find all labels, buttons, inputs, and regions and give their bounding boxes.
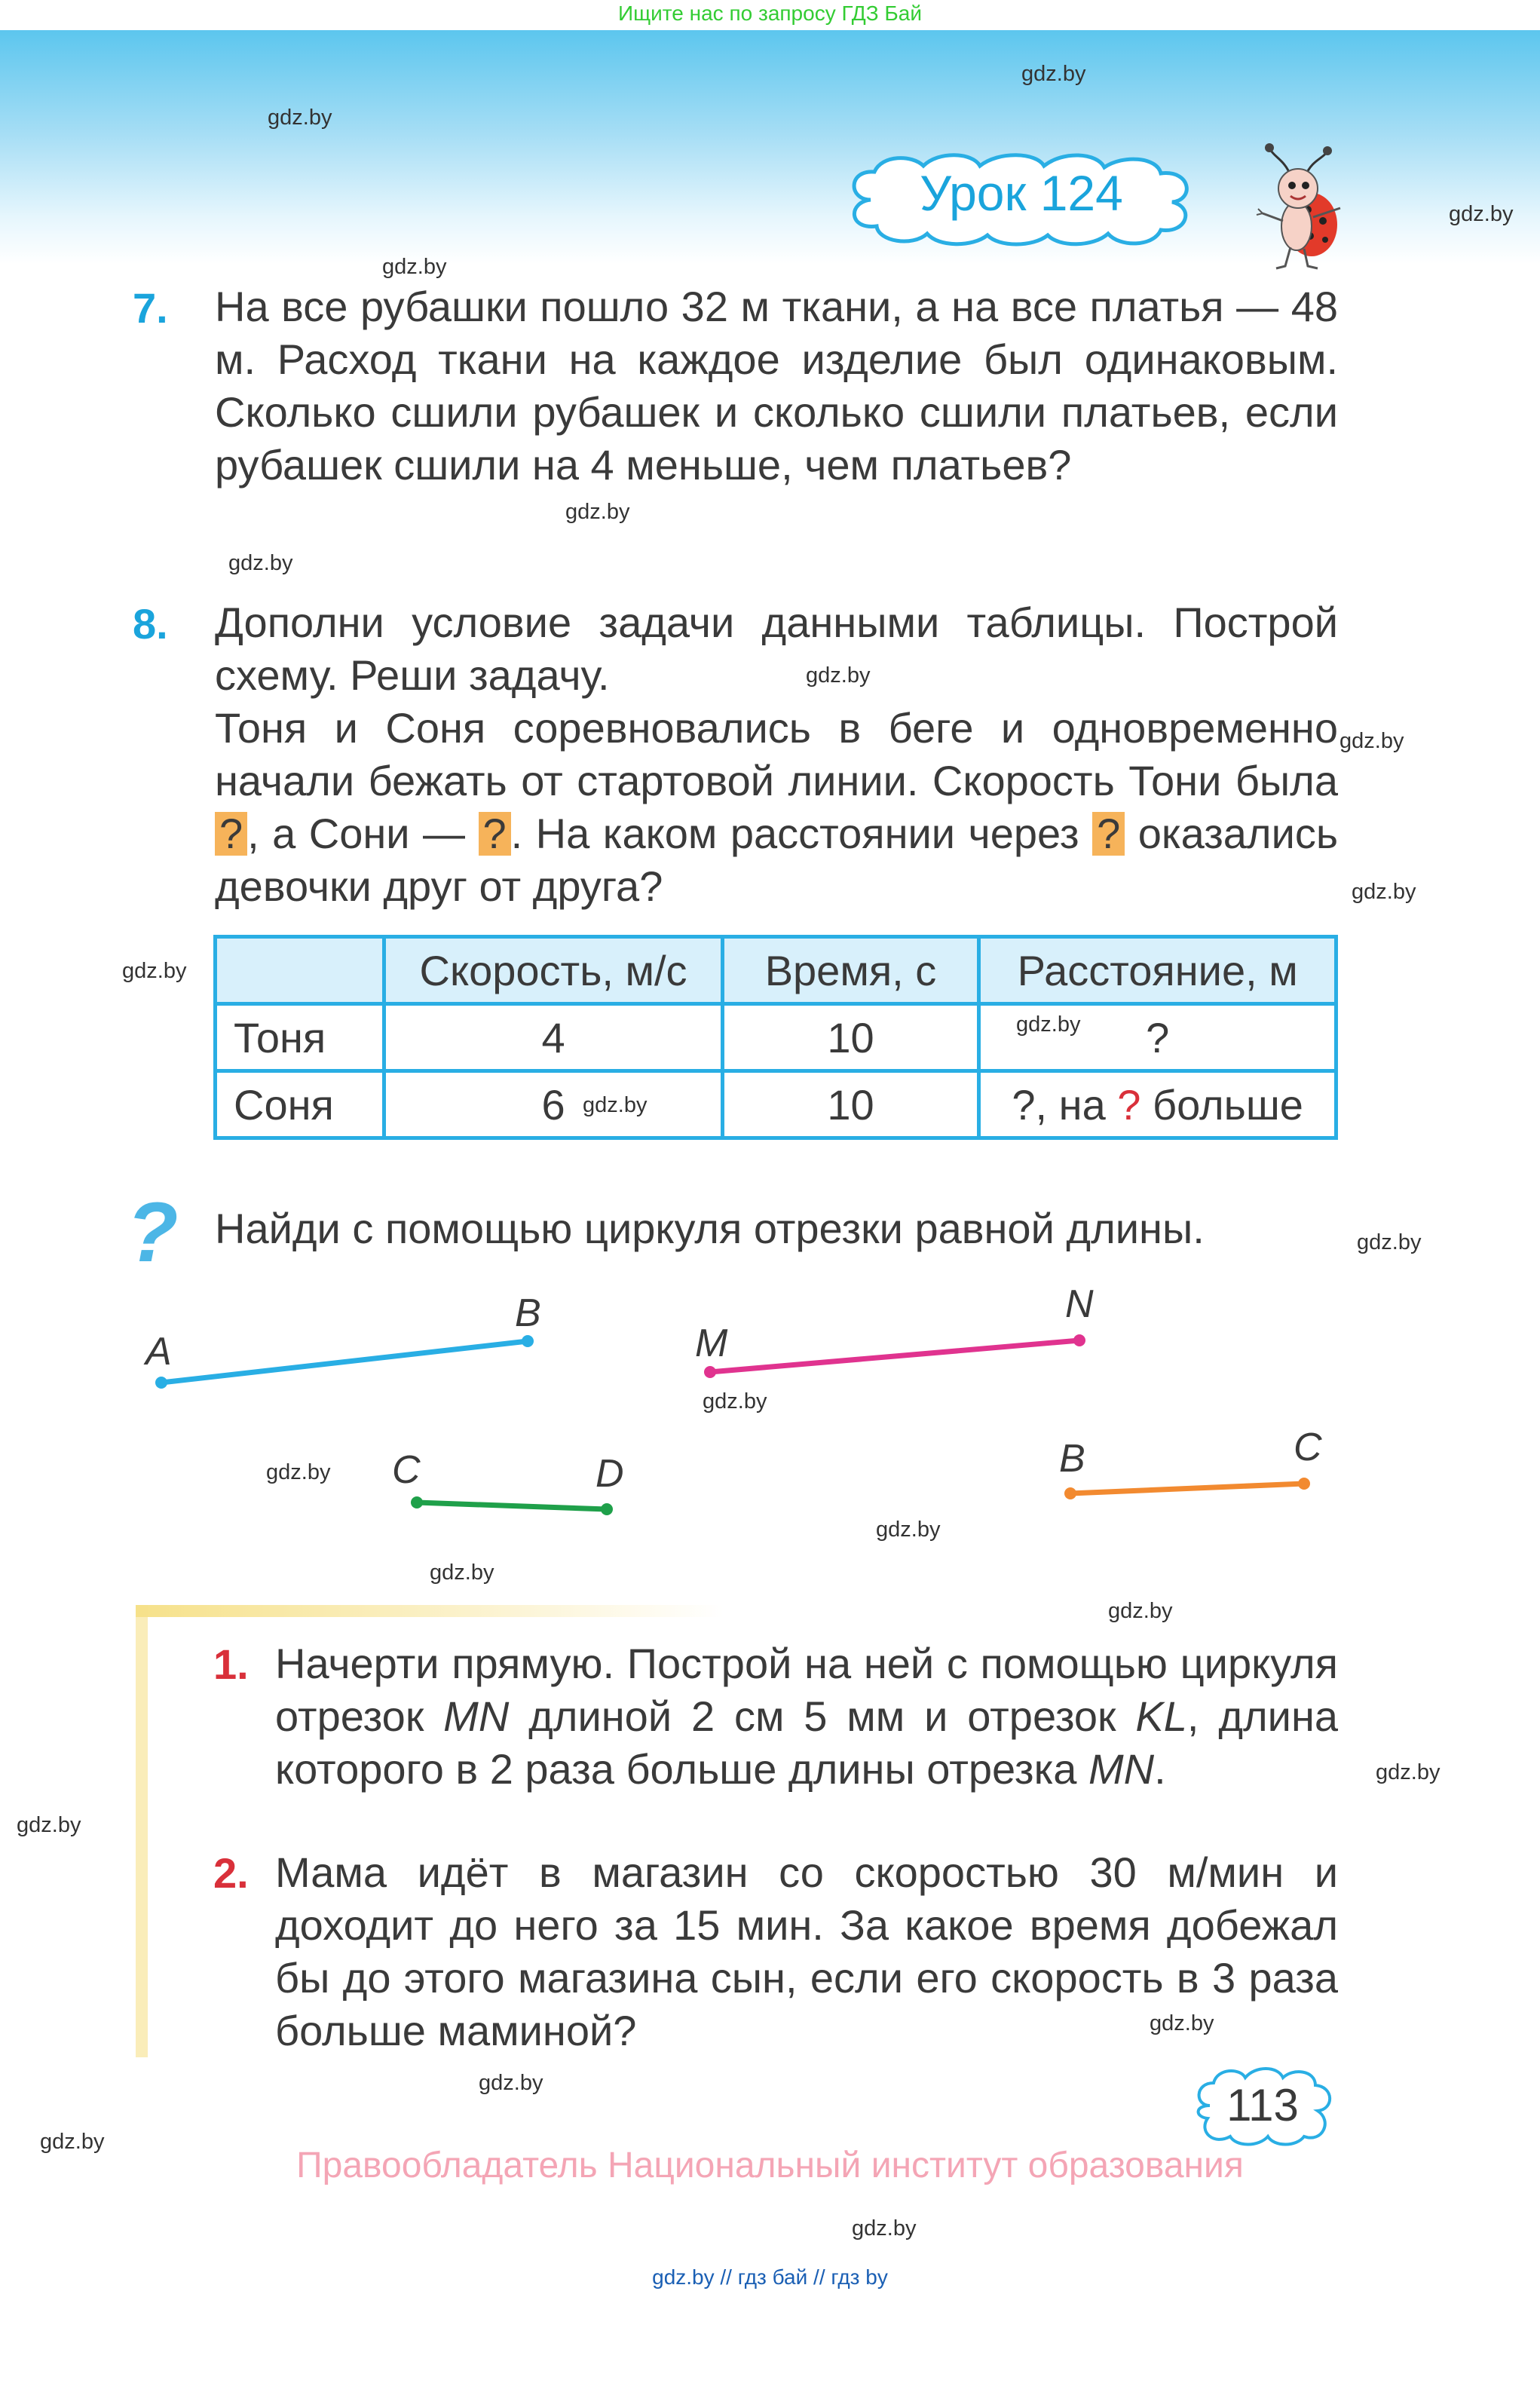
blank-time: ? (1092, 812, 1125, 856)
table-header-speed: Скорость, м/с (384, 937, 722, 1004)
homework-1-text (275, 1637, 1338, 1796)
watermark: gdz.by (40, 2130, 105, 2154)
homework-1-part-a: Начерти прямую. Построй на ней с помощью циркуля отрезок (275, 1640, 1338, 1740)
point-m (704, 1366, 716, 1378)
watermark: gdz.by (876, 1518, 941, 1542)
homework-1-part-c: , длина которого в 2 раза больше длины отрезка (275, 1692, 1339, 1793)
bottom-links[interactable]: gdz.by // гдз бай // гдз by (652, 2265, 888, 2289)
point-a (155, 1377, 167, 1389)
task-8-number: 8. (133, 600, 168, 648)
watermark: gdz.by (1449, 202, 1514, 226)
watermark: gdz.by (122, 959, 187, 983)
watermark: gdz.by (583, 1093, 648, 1117)
homework-1-part-b: длиной 2 см 5 мм и отрезок (528, 1692, 1116, 1740)
watermark: gdz.by (1016, 1012, 1081, 1037)
watermark: gdz.by (1021, 62, 1086, 86)
label-b: B (515, 1291, 541, 1335)
table-cell-speed: 4 (384, 1004, 722, 1071)
distance-suffix: больше (1153, 1080, 1303, 1129)
table-header-time: Время, с (722, 937, 979, 1004)
point-n (1073, 1334, 1085, 1346)
table-cell-name: Тоня (216, 1004, 384, 1071)
watermark: gdz.by (703, 1389, 767, 1414)
task-8-story-part1: Тоня и Соня соревновались в беге и одновременно начали бежать от стартовой линии. Скорость Тони была (215, 704, 1338, 804)
lesson-title: Урок 124 (920, 165, 1123, 221)
distance-mark: ? (1117, 1080, 1141, 1129)
ladybug-icon (1251, 142, 1349, 274)
task-8-body (215, 596, 1338, 913)
label-m: M (695, 1322, 728, 1365)
segment-cd (417, 1502, 607, 1509)
table-cell-speed: 6 (384, 1071, 722, 1138)
point-b (522, 1335, 534, 1347)
table-cell-name: Соня (216, 1071, 384, 1138)
table-cell-distance (979, 1071, 1336, 1138)
homework-2-number: 2. (213, 1849, 249, 1897)
watermark: gdz.by (17, 1813, 81, 1837)
task-7-text: На все рубашки пошло 32 м ткани, а на все платья — 48 м. Расход ткани на каждое изделие был одинаковым. Сколько сшили рубашек и сколько сшили платьев, если рубашек сшили на 4 меньше, чем платьев? (215, 283, 1338, 489)
watermark: gdz.by (1339, 729, 1404, 753)
compass-task-text: Найди с помощью циркуля отрезки равной длины. (215, 1205, 1205, 1252)
segment-ab (161, 1341, 528, 1383)
table-cell-time: 10 (722, 1004, 979, 1071)
label-n: N (1065, 1282, 1094, 1326)
table-header-distance: Расстояние, м (979, 937, 1336, 1004)
top-banner[interactable]: Ищите нас по запросу ГДЗ Бай (617, 2, 923, 25)
task-8-story-part3: . На каком расстоянии через (510, 810, 1079, 857)
watermark: gdz.by (268, 106, 332, 130)
task-7-number: 7. (133, 284, 168, 332)
segment-mn-name: MN (1088, 1745, 1155, 1793)
table-cell-distance: ? (979, 1004, 1336, 1071)
question-mark-icon: ? (127, 1185, 179, 1279)
label-c: C (392, 1448, 421, 1492)
watermark: gdz.by (382, 255, 447, 279)
page-number: 113 (1226, 2080, 1299, 2130)
point-d (601, 1503, 613, 1515)
watermark: gdz.by (806, 663, 871, 688)
watermark: gdz.by (1357, 1230, 1422, 1254)
point-c (411, 1496, 423, 1508)
watermark: gdz.by (1150, 2011, 1214, 2035)
label-c2: C (1294, 1426, 1322, 1469)
task-8-intro: Дополни условие задачи данными таблицы. Построй схему. Реши задачу. (215, 599, 1338, 699)
segment-mn-name: MN (443, 1692, 510, 1740)
label-d: D (595, 1452, 624, 1496)
blank-speed-sonya: ? (479, 812, 511, 856)
segment-mn (710, 1340, 1079, 1372)
watermark: gdz.by (565, 500, 630, 524)
watermark: gdz.by (228, 551, 293, 575)
label-a: A (145, 1330, 172, 1374)
watermark: gdz.by (479, 2071, 543, 2095)
point-b2 (1064, 1487, 1076, 1499)
blank-speed-tonya: ? (215, 812, 247, 856)
table-row (216, 1071, 1336, 1138)
segment-kl-name: KL (1135, 1692, 1187, 1740)
homework-1-number: 1. (213, 1640, 249, 1688)
copyright-holder: Правообладатель Национальный институт образования (296, 2146, 1244, 2185)
table-row (216, 1004, 1336, 1071)
speed-table (213, 935, 1338, 1140)
task-8-story-part2: , а Сони — (247, 810, 466, 857)
table-header-empty (216, 937, 384, 1004)
watermark: gdz.by (266, 1460, 331, 1484)
distance-prefix: ?, на (1012, 1080, 1106, 1129)
segments-drawing (0, 1282, 1540, 1553)
task-8-story-part4: оказались девочки друг от друга? (215, 810, 1339, 910)
homework-1-part-d: . (1154, 1745, 1166, 1793)
table-cell-time: 10 (722, 1071, 979, 1138)
point-c2 (1298, 1478, 1310, 1490)
homework-2-text: Мама идёт в магазин со скоростью 30 м/мин и доходит до него за 15 мин. За какое время добежал бы до этого магазина сын, если его скорость в 3 раза больше маминой? (275, 1848, 1338, 2054)
segment-bc (1070, 1484, 1304, 1493)
watermark: gdz.by (430, 1561, 494, 1585)
watermark: gdz.by (852, 2216, 917, 2241)
watermark: gdz.by (1376, 1760, 1440, 1784)
task-8-story (215, 702, 1338, 913)
watermark: gdz.by (1108, 1599, 1173, 1623)
label-b2: B (1059, 1437, 1085, 1481)
table-header-row (216, 937, 1336, 1004)
watermark: gdz.by (1352, 880, 1416, 904)
